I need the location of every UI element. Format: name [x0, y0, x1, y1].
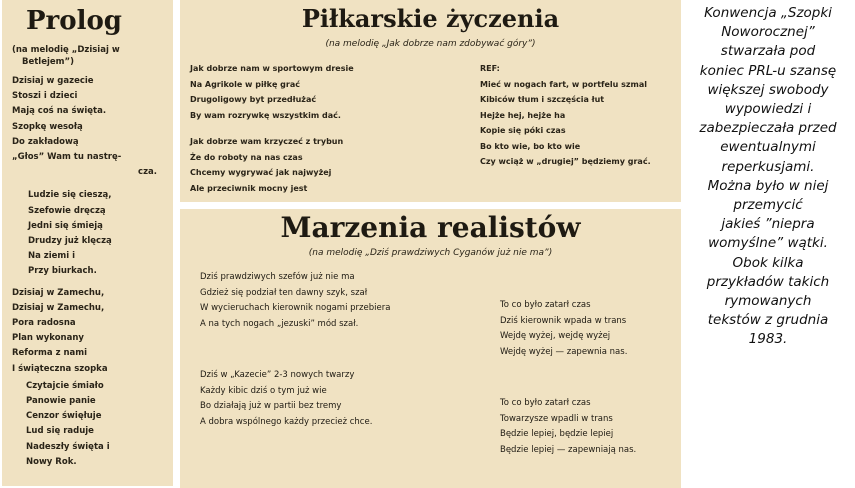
marzenia-refrain-1	[500, 270, 627, 360]
verse-line: Będzie lepiej — zapewniają nas.	[500, 444, 637, 455]
prolog-stanza-4	[12, 379, 173, 470]
pilkarskie-title: Piłkarskie życzenia	[301, 4, 560, 33]
caption-line: koniec PRL-u szansę	[699, 62, 837, 79]
melody-line: (na melodię „Dzisiaj w	[12, 45, 120, 55]
caption-line: ewentualnymi	[720, 139, 816, 156]
verse-line: To co było zatarł czas	[500, 300, 591, 310]
verse-line: Jak dobrze nam w sportowym dresie	[190, 64, 354, 73]
verse-line: cza.	[138, 167, 157, 178]
verse-line: Dziś w „Kazecie” 2-3 nowych twarzy	[200, 370, 355, 380]
prolog-stanza-1	[12, 74, 173, 180]
marzenia-row-2	[180, 368, 681, 458]
caption-line: Można było w niej	[707, 177, 829, 194]
prolog-clipping	[2, 0, 173, 486]
prolog-title: Prolog	[26, 6, 122, 36]
caption-line: Konwencja „Szopki	[704, 5, 832, 21]
pilkarskie-clipping	[180, 0, 681, 202]
marzenia-row-1	[180, 270, 681, 360]
verse-line: Przy biurkach.	[28, 266, 97, 277]
marzenia-title: Marzenia realistów	[280, 211, 581, 244]
verse-line: Drudzy już klęczą	[28, 236, 112, 247]
verse-line: Cenzor święłuje	[26, 411, 102, 422]
verse-line: Pora radosna	[12, 318, 76, 329]
verse-line: Reforma z nami	[12, 348, 88, 359]
caption-line: zabezpieczała przed	[699, 120, 837, 137]
verse-line: Bo kto wie, bo kto wie	[480, 141, 581, 151]
pilkarskie-stanza-2	[190, 134, 480, 196]
verse-line: Towarzysze wpadli w trans	[500, 413, 613, 424]
marzenia-stanza-1	[200, 270, 500, 360]
verse-line: Ale przeciwnik mocny jest	[190, 183, 308, 193]
verse-line: Wejdę wyżej — zapewnia nas.	[500, 346, 628, 357]
verse-line: „Głos” Wam tu nastrę-	[12, 152, 122, 163]
caption-line: przykładów takich	[706, 273, 830, 290]
verse-line: By wam rozrywkę wszystkim dać.	[190, 110, 341, 120]
verse-line: Gdzież się podział ten dawny szyk, szał	[200, 287, 368, 298]
verse-line: Drugoligowy byt przedłużać	[190, 95, 317, 104]
prolog-stanza-2	[12, 188, 173, 279]
caption-line: tekstów z grudnia	[707, 312, 829, 329]
verse-line: Kibiców tłum i szczęścia łut	[480, 95, 605, 104]
verse-line: Jak dobrze wam krzyczeć z trybun	[190, 137, 344, 146]
verse-line: Będzie lepiej, będzie lepiej	[500, 429, 614, 439]
verse-line: Dzisiaj w Zamechu,	[12, 302, 105, 313]
verse-line: Hejże hej, hejże ha	[480, 110, 566, 120]
verse-line: REF:	[480, 64, 500, 73]
pilkarskie-refrain	[480, 61, 651, 202]
caption-line: stwarzała pod	[720, 43, 816, 60]
verse-line: Ludzie się cieszą,	[28, 190, 112, 201]
verse-line: Dziś kierownik wpada w trans	[500, 315, 627, 326]
verse-line: I świąteczna szopka	[12, 363, 108, 374]
marzenia-melody: (na melodię „Dziś prawdziwych Cyganów już nie ma”)	[308, 248, 553, 258]
pilkarskie-stanza-1	[190, 61, 480, 123]
verse-line: Do zakładową	[12, 136, 79, 147]
caption-line: Obok kilka	[732, 254, 804, 271]
verse-line: Czytajcie śmiało	[26, 380, 104, 391]
verse-line: Wejdę wyżej, wejdę wyżej	[500, 331, 611, 341]
caption-line: 1983.	[748, 331, 788, 348]
verse-line: A dobra wspólnego każdy przecież chce.	[200, 416, 373, 427]
caption-line: wypowiedzi i	[724, 101, 812, 118]
verse-line: Mieć w nogach fart, w portfelu szmal	[480, 79, 648, 89]
verse-line: Dzisiaj w Zamechu,	[12, 287, 105, 298]
prolog-stanza-3	[12, 286, 173, 377]
melody-line: Betlejem”)	[22, 57, 74, 67]
verse-line: Szopkę wesołą	[12, 121, 83, 132]
verse-line: Dzisiaj w gazecie	[12, 76, 94, 86]
caption-line: przemycić	[733, 197, 803, 214]
pilkarskie-melody: (na melodię „Jak dobrze nam zdobywać góry”)	[325, 39, 536, 49]
marzenia-clipping	[180, 209, 681, 488]
verse-line: Panowie panie	[26, 396, 96, 407]
verse-line: Szefowie dręczą	[28, 205, 106, 216]
verse-line: Lud się raduje	[26, 426, 94, 437]
verse-line: Nowy Rok.	[26, 456, 77, 467]
verse-line: Kopie się póki czas	[480, 126, 566, 135]
verse-line: Jedni się śmieją	[28, 220, 103, 231]
caption-text	[684, 4, 852, 350]
verse-line: Plan wykonany	[12, 333, 84, 344]
marzenia-stanza-2	[200, 368, 500, 458]
marzenia-refrain-2	[500, 368, 636, 458]
verse-line: Mają coś na święta.	[12, 106, 107, 117]
caption-line: reperkusjami.	[721, 158, 815, 175]
verse-line: W wycieruchach kierownik nogami przebiera	[200, 303, 391, 313]
prolog-melody	[12, 44, 173, 68]
verse-line: Stoszi i dzieci	[12, 91, 78, 102]
verse-line: Czy wciąż w „drugiej” będziemy grać.	[480, 157, 651, 166]
verse-line: Nadeszły święta i	[26, 441, 110, 452]
verse-line: Bo działają już w partii bez tremy	[200, 401, 342, 411]
caption-line: womyślne” wątki.	[708, 235, 828, 252]
caption-line: Noworocznej”	[721, 24, 815, 41]
verse-line: Na ziemi i	[28, 251, 76, 262]
verse-line: Każdy kibic dziś o tym już wie	[200, 385, 327, 396]
verse-line: To co było zatarł czas	[500, 398, 591, 408]
caption-line: rymowanych	[724, 293, 812, 310]
verse-line: Na Agrikole w piłkę grać	[190, 79, 300, 89]
caption-line: jakieś ”niepra	[721, 216, 815, 233]
verse-line: A na tych nogach „jezuski” mód szał.	[200, 318, 359, 329]
verse-line: Chcemy wygrywać jak najwyżej	[190, 168, 332, 177]
verse-line: Że do roboty na nas czas	[190, 152, 303, 162]
pilkarskie-verses	[190, 61, 480, 202]
verse-line: Dziś prawdziwych szefów już nie ma	[200, 272, 355, 282]
pilkarskie-columns	[180, 61, 681, 202]
caption-line: większej swobody	[707, 81, 829, 98]
